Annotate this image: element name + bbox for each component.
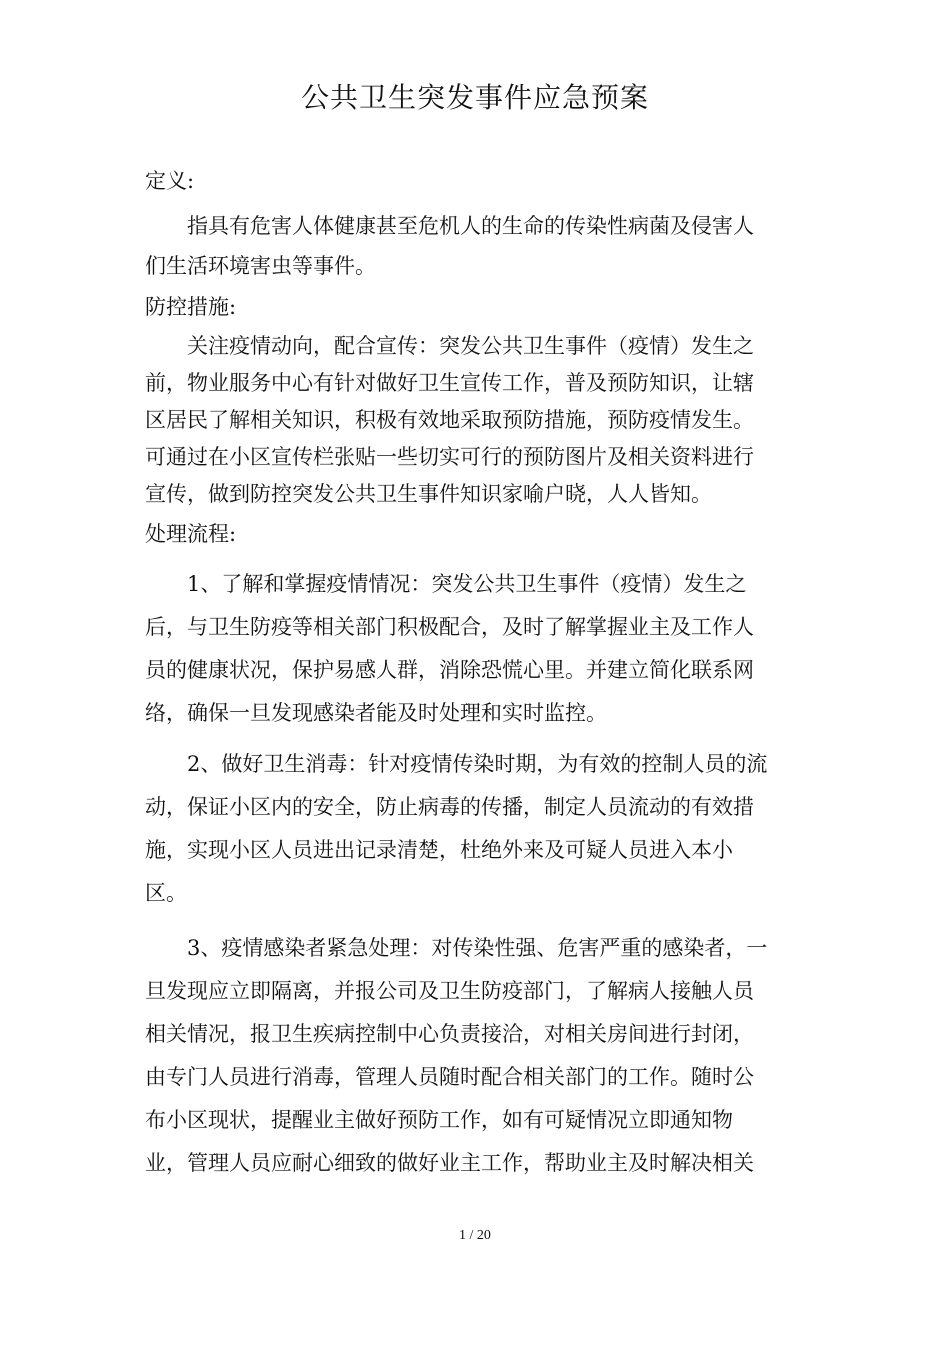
paragraph-line: 区居民了解相关知识，积极有效地采取预防措施，预防疫情发生。 [145,408,754,432]
paragraph-line: 业，管理人员应耐心细致的做好业主工作，帮助业主及时解决相关 [145,1151,754,1175]
page-number: 1 / 20 [459,1228,491,1243]
section-heading-definition: 定义: [145,169,195,193]
paragraph-line: 可通过在小区宣传栏张贴一些切实可行的预防图片及相关资料进行 [145,445,754,469]
paragraph-definition [145,206,805,286]
document-body [145,160,805,1185]
paragraph-line: 3、疫情感染者紧急处理：对传染性强、危害严重的感染者，一 [187,936,768,960]
paragraph-line: 动，保证小区内的安全，防止病毒的传播，制定人员流动的有效措 [145,795,754,819]
paragraph-line: 2、做好卫生消毒：针对疫情传染时期，为有效的控制人员的流 [187,752,768,776]
paragraph-line: 由专门人员进行消毒，管理人员随时配合相关部门的工作。随时公 [145,1065,754,1089]
paragraph-process-item-2 [145,743,805,915]
document-title: 公共卫生突发事件应急预案 [300,81,649,114]
section-heading-prevention: 防控措施: [145,295,237,319]
paragraph-process-item-1 [145,563,805,735]
section-heading-process: 处理流程: [145,522,237,546]
paragraph-line: 施，实现小区人员进出记录清楚，杜绝外来及可疑人员进入本小 [145,838,733,862]
paragraph-line: 员的健康状况，保护易感人群，消除恐慌心里。并建立简化联系网 [145,658,754,682]
paragraph-line: 旦发现应立即隔离，并报公司及卫生防疫部门，了解病人接触人员 [145,979,754,1003]
paragraph-line: 后，与卫生防疫等相关部门积极配合，及时了解掌握业主及工作人 [145,615,754,639]
paragraph-line: 1、了解和掌握疫情情况：突发公共卫生事件（疫情）发生之 [187,572,747,596]
paragraph-line: 指具有危害人体健康甚至危机人的生命的传染性病菌及侵害人 [187,214,754,238]
paragraph-line: 相关情况，报卫生疾病控制中心负责接洽，对相关房间进行封闭， [145,1022,754,1046]
paragraph-process-item-3 [145,927,805,1185]
paragraph-prevention [145,328,805,513]
paragraph-line: 宣传，做到防控突发公共卫生事件知识家喻户晓，人人皆知。 [145,482,712,506]
paragraph-line: 络，确保一旦发现感染者能及时处理和实时监控。 [145,701,607,725]
paragraph-line: 布小区现状，提醒业主做好预防工作，如有可疑情况立即通知物 [145,1108,733,1132]
paragraph-line: 区。 [145,881,187,905]
paragraph-line: 关注疫情动向，配合宣传：突发公共卫生事件（疫情）发生之 [187,334,754,358]
paragraph-line: 们生活环境害虫等事件。 [145,254,376,278]
paragraph-line: 前，物业服务中心有针对做好卫生宣传工作，普及预防知识，让辖 [145,371,754,395]
